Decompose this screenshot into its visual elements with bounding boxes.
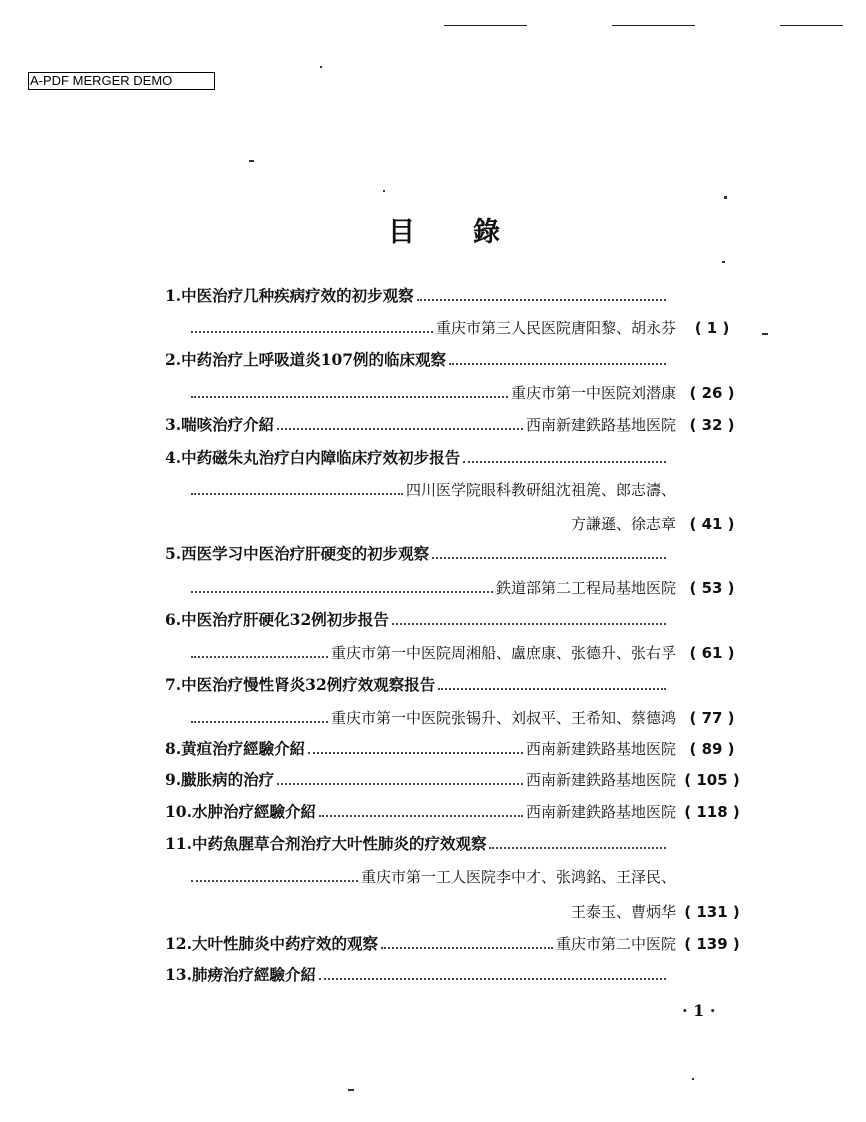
scan-speck [383,190,385,192]
toc-entry [165,767,748,791]
entry-title: 1.中医治疗几种疾病疗效的初步观察 [165,286,414,305]
entry-page-number: 41 [701,515,723,533]
dot-leader [191,880,358,882]
entry-page-number: 61 [701,644,723,662]
scan-speck [762,333,768,335]
entry-page: ( 1 ) [694,319,730,337]
scan-speck [692,1078,694,1080]
toc-entry [165,607,748,631]
dot-leader [438,688,666,690]
scan-speck [249,160,254,162]
entry-page: ( 41 ) [689,515,735,533]
dot-leader [392,623,666,625]
entry-page-number: 89 [701,740,723,758]
toc-entry [165,931,748,955]
entry-author: 重庆市第一工人医院李中才、张鸿銘、王泽民、 [360,868,676,886]
toc-entry [188,315,748,339]
page-title: 目錄 [388,217,558,248]
scan-line [780,25,843,26]
scan-speck [724,196,727,199]
entry-page-number: 131 [696,903,728,921]
entry-author: 四川医学院眼科教研組沈祖箎、郎志濤、 [405,481,676,499]
dot-leader [432,557,666,559]
toc-entry [188,705,748,729]
entry-page: ( 89 ) [689,740,735,758]
entry-page: ( 26 ) [689,384,735,402]
toc-entry [188,380,748,404]
entry-page-number: 118 [696,803,728,821]
entry-title: 8.黄疸治疗經驗介紹 [165,739,306,758]
entry-title: 2.中药治疗上呼吸道炎107例的临床观察 [165,350,447,369]
toc-entry [165,541,748,565]
entry-page: ( 105 ) [684,771,740,789]
entry-author: 西南新建鉄路基地医院 [525,740,676,758]
toc-entry [165,962,748,986]
entry-page: ( 118 ) [684,803,740,821]
toc-entry [188,640,748,664]
entry-author: 西南新建鉄路基地医院 [525,803,676,821]
entry-author: 重庆市第一中医院张锡升、刘叔平、王希知、蔡德鸿 [330,709,676,727]
scan-line [612,25,695,26]
entry-author: 西南新建鉄路基地医院 [525,416,676,434]
entry-page: ( 61 ) [689,644,735,662]
dot-leader [463,461,666,463]
entry-title: 13.肺痨治疗經驗介紹 [165,965,316,984]
entry-author: 重庆市第三人民医院唐阳黎、胡永芬 [435,319,676,337]
dot-leader [191,591,493,593]
dot-leader [191,493,403,495]
dot-leader [308,752,523,754]
toc-entry [188,511,748,535]
toc-entry [165,736,748,760]
entry-title: 5.西医学习中医治疗肝硬变的初步观察 [165,544,430,563]
page-number: · 1 · [682,1001,716,1020]
toc-entry [165,445,748,469]
entry-title: 12.大叶性肺炎中药疗效的观察 [165,934,378,953]
entry-page: ( 131 ) [684,903,740,921]
entry-page: ( 53 ) [689,579,735,597]
entry-author: 鉄道部第二工程局基地医院 [495,579,676,597]
dot-leader [381,947,553,949]
entry-page-number: 53 [701,579,723,597]
toc-entry [165,672,748,696]
entry-title: 6.中医治疗肝硬化32例初步报告 [165,610,389,629]
dot-leader [277,428,523,430]
toc-entry [188,575,748,599]
demo-watermark: A-PDF MERGER DEMO [28,72,215,90]
entry-page: ( 139 ) [684,935,740,953]
dot-leader [417,299,666,301]
scan-speck [320,66,322,68]
dot-leader [191,331,433,333]
dot-leader [319,978,666,980]
dot-leader [191,721,328,723]
dot-leader [489,847,666,849]
entry-page-number: 32 [701,416,723,434]
toc-entry [188,899,748,923]
scan-line [444,25,527,26]
entry-page: ( 32 ) [689,416,735,434]
entry-author: 重庆市第一中医院刘潜康 [510,384,676,402]
toc-entry [165,283,748,307]
toc-entry [188,864,748,888]
dot-leader [319,815,523,817]
scan-speck [722,261,725,263]
toc-entry [165,831,748,855]
toc-entry [165,347,748,371]
entry-title: 10.水肿治疗經驗介紹 [165,802,316,821]
entry-title: 4.中药磁朱丸治疗白内障临床疗效初步报告 [165,448,461,467]
entry-author: 西南新建鉄路基地医院 [525,771,676,789]
entry-author: 王泰玉、曹炳华 [570,903,676,921]
entry-page: ( 77 ) [689,709,735,727]
entry-author: 重庆市第二中医院 [555,935,676,953]
entry-author: 重庆市第一中医院周湘船、盧庶康、张德升、张右孚 [330,644,676,662]
entry-author: 方謙遜、徐志章 [570,515,676,533]
entry-page-number: 1 [706,319,718,337]
entry-page-number: 26 [701,384,723,402]
entry-title: 3.喘咳治疗介紹 [165,415,275,434]
entry-page-number: 105 [696,771,728,789]
scan-speck [348,1089,354,1091]
entry-title: 7.中医治疗慢性肾炎32例疗效观察报告 [165,675,436,694]
entry-page-number: 139 [696,935,728,953]
dot-leader [191,396,508,398]
toc-entry [188,477,748,501]
dot-leader [277,783,523,785]
toc-entry [165,412,748,436]
entry-page-number: 77 [701,709,723,727]
entry-title: 9.臌胀病的治疗 [165,770,275,789]
dot-leader [191,656,328,658]
dot-leader [449,363,666,365]
toc-entry [165,799,748,823]
entry-title: 11.中药魚腥草合剂治疗大叶性肺炎的疗效观察 [165,834,487,853]
